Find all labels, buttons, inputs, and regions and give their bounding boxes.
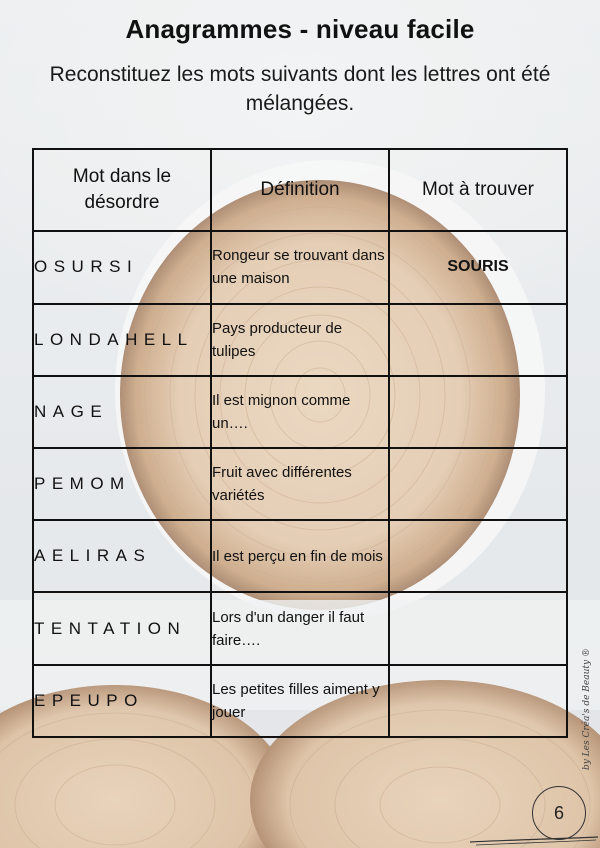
scrambled-word: TENTATION [33,592,211,664]
definition-cell: Pays producteur de tulipes [211,304,389,376]
table-row [33,376,567,448]
definition-cell: Il est mignon comme un…. [211,376,389,448]
answer-cell[interactable] [389,448,567,520]
scrambled-word: PEMOM [33,448,211,520]
table-row [33,304,567,376]
definition-cell: Les petites filles aiment y jouer [211,665,389,737]
column-header-definition: Définition [211,149,389,231]
table-header-row [33,149,567,231]
scrambled-word: LONDAHELL [33,304,211,376]
answer-cell[interactable] [389,376,567,448]
definition-cell: Lors d'un danger il faut faire…. [211,592,389,664]
scrambled-word: EPEUPO [33,665,211,737]
column-header-scrambled: Mot dans le désordre [33,149,211,231]
answer-cell[interactable] [389,592,567,664]
definition-cell: Il est perçu en fin de mois [211,520,389,592]
table-row [33,665,567,737]
author-credit: by Les Créa's de Beauty ® [582,648,592,770]
answer-cell[interactable] [389,304,567,376]
table-row [33,520,567,592]
table-row [33,592,567,664]
definition-cell: Fruit avec différentes variétés [211,448,389,520]
table-row [33,448,567,520]
definition-cell: Rongeur se trouvant dans une maison [211,231,389,303]
column-header-answer: Mot à trouver [389,149,567,231]
answer-cell[interactable] [389,665,567,737]
scrambled-word: NAGE [33,376,211,448]
anagram-table [32,148,568,738]
page-title: Anagrammes - niveau facile [125,14,475,44]
table-row [33,231,567,303]
answer-cell[interactable]: SOURIS [389,231,567,303]
answer-cell[interactable] [389,520,567,592]
scrambled-word: OSURSI [33,231,211,303]
instructions-text: Reconstituez les mots suivants dont les lettres ont été mélangées. [49,63,551,115]
scrambled-word: AELIRAS [33,520,211,592]
page-number: 6 [532,786,586,840]
